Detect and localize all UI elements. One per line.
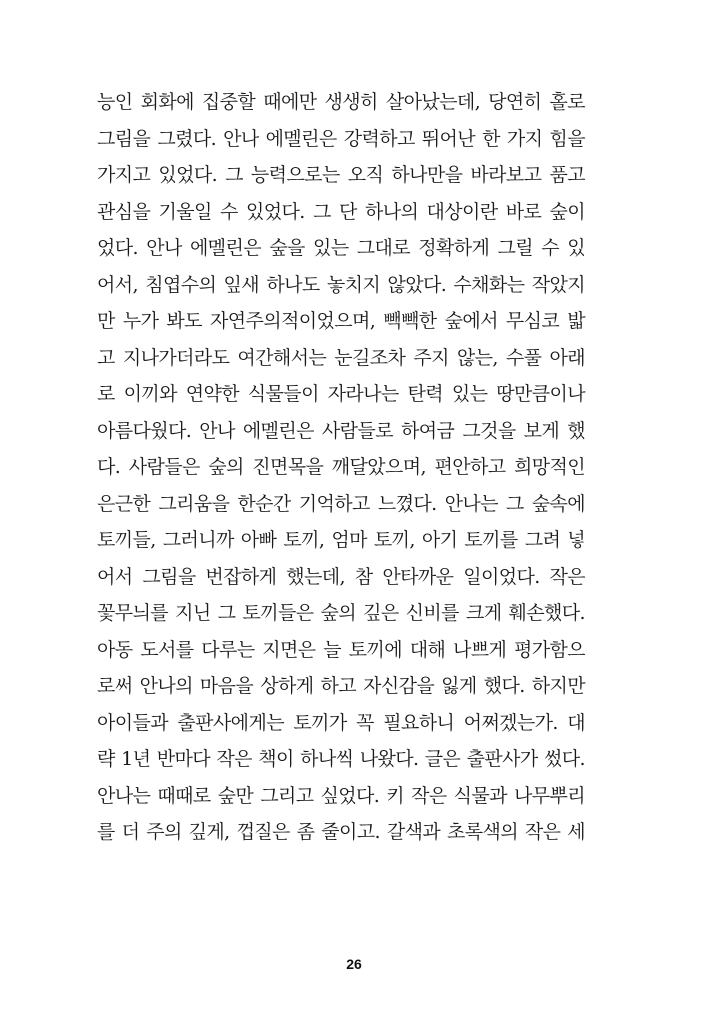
text-line: 아름다웠다. 안나 에멜린은 사람들로 하여금 그것을 보게 했	[97, 419, 585, 442]
text-line: 고 지나가더라도 여간해서는 눈길조차 주지 않는, 수풀 아래	[97, 346, 585, 369]
text-line: 어서 그림을 번잡하게 했는데, 참 안타까운 일이었다. 작은	[97, 565, 585, 588]
text-line: 은근한 그리움을 한순간 기억하고 느꼈다. 안나는 그 숲속에	[97, 492, 585, 515]
text-line: 만 누가 봐도 자연주의적이었으며, 빽빽한 숲에서 무심코 밟	[97, 310, 585, 332]
text-line: 로써 안나의 마음을 상하게 하고 자신감을 잃게 했다. 하지만	[97, 675, 585, 697]
text-line: 었다. 안나 에멜린은 숲을 있는 그대로 정확하게 그릴 수 있	[97, 237, 585, 259]
text-line: 꽃무늬를 지닌 그 토끼들은 숲의 깊은 신비를 크게 훼손했다.	[97, 602, 585, 624]
text-line: 관심을 기울일 수 있었다. 그 단 하나의 대상이란 바로 숲이	[97, 200, 585, 223]
page-number: 26	[346, 956, 362, 972]
text-line: 안나는 때때로 숲만 그리고 싶었다. 키 작은 식물과 나무뿌리	[97, 784, 585, 807]
text-line: 략 1년 반마다 작은 책이 하나씩 나왔다. 글은 출판사가 썼다.	[97, 748, 585, 770]
text-line: 능인 회화에 집중할 때에만 생생히 살아났는데, 당연히 홀로	[97, 91, 585, 113]
text-line: 토끼들, 그러니까 아빠 토끼, 엄마 토끼, 아기 토끼를 그려 넣	[97, 529, 585, 551]
text-line: 그림을 그렸다. 안나 에멜린은 강력하고 뛰어난 한 가지 힘을	[97, 127, 585, 150]
text-line: 아동 도서를 다루는 지면은 늘 토끼에 대해 나쁘게 평가함으	[97, 638, 585, 661]
text-line: 아이들과 출판사에게는 토끼가 꼭 필요하니 어쩌겠는가. 대	[97, 711, 585, 734]
text-line: 어서, 침엽수의 잎새 하나도 놓치지 않았다. 수채화는 작았지	[97, 273, 585, 296]
text-line: 가지고 있었다. 그 능력으로는 오직 하나만을 바라보고 품고	[97, 164, 585, 186]
text-line: 를 더 주의 깊게, 껍질은 좀 줄이고. 갈색과 초록색의 작은 세	[97, 821, 585, 843]
text-line: 다. 사람들은 숲의 진면목을 깨달았으며, 편안하고 희망적인	[97, 456, 585, 478]
text-line: 로 이끼와 연약한 식물들이 자라나는 탄력 있는 땅만큼이나	[97, 383, 585, 405]
body-text	[97, 84, 585, 851]
